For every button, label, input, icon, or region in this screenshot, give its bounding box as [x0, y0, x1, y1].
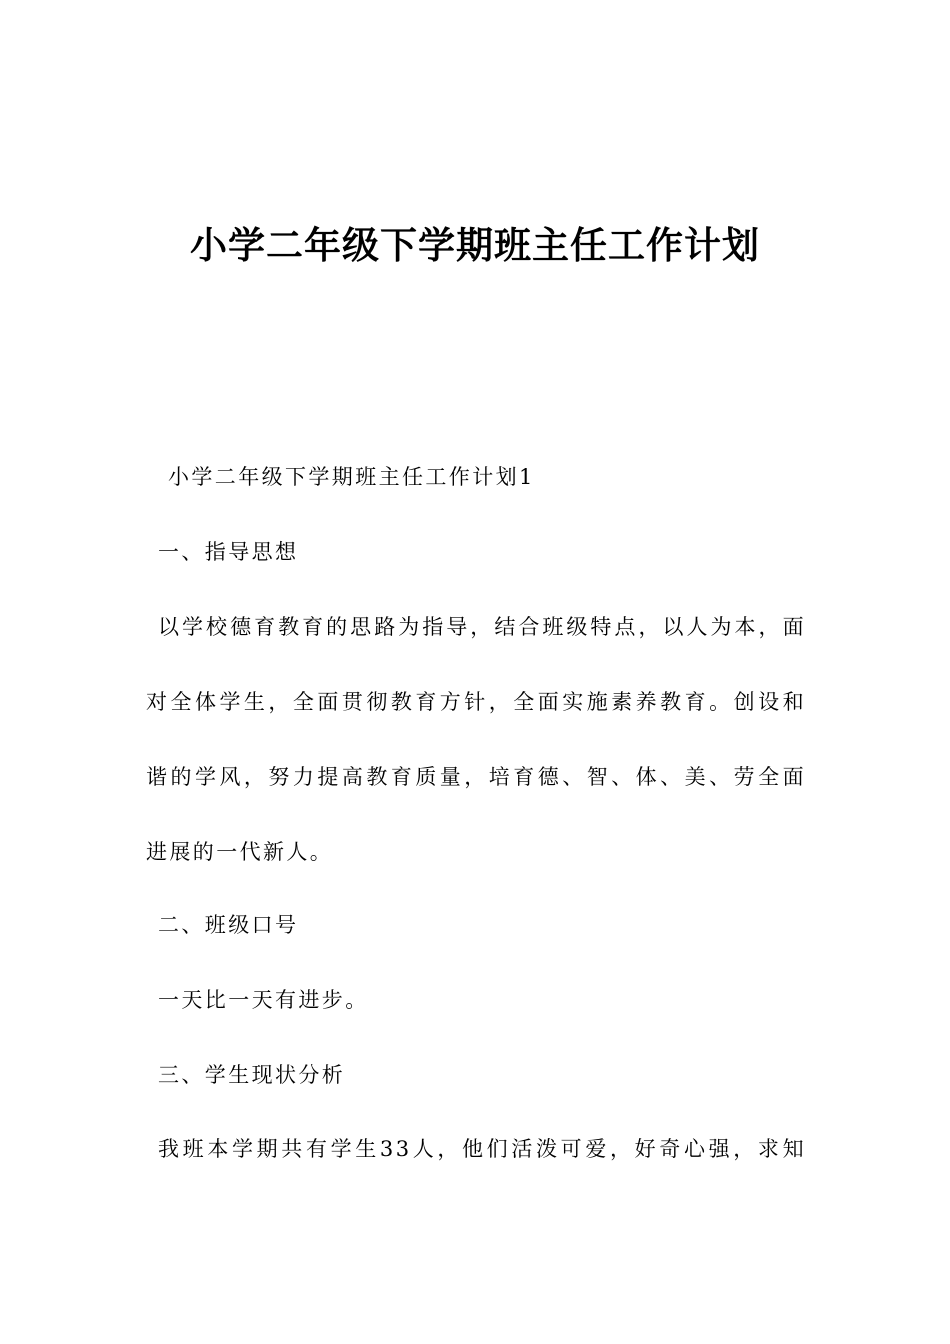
- paragraph-line: 一天比一天有进步。: [158, 988, 369, 1012]
- document-title: 小学二年级下学期班主任工作计划: [190, 224, 760, 267]
- plan-subtitle: 小学二年级下学期班主任工作计划1: [168, 465, 535, 489]
- paragraph-line: 进展的一代新人。: [146, 840, 334, 864]
- section-heading-guiding-ideology: 一、指导思想: [158, 540, 299, 564]
- section-heading-student-analysis: 三、学生现状分析: [158, 1063, 346, 1087]
- section-heading-class-slogan: 二、班级口号: [158, 913, 299, 937]
- paragraph-line: 我班本学期共有学生33人，他们活泼可爱，好奇心强，求知: [158, 1137, 806, 1161]
- paragraph-line: 对全体学生，全面贯彻教育方针，全面实施素养教育。创设和: [146, 690, 806, 714]
- paragraph-line: 谐的学风，努力提高教育质量，培育德、智、体、美、劳全面: [146, 765, 806, 789]
- paragraph-line: 以学校德育教育的思路为指导，结合班级特点，以人为本，面: [158, 615, 806, 639]
